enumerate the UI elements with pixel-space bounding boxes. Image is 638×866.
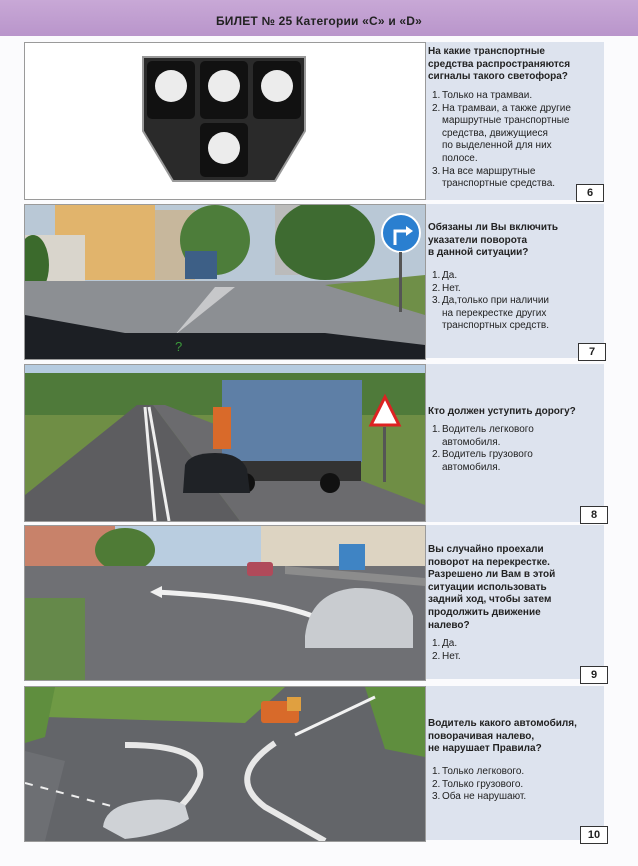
dashboard-mark: ? xyxy=(175,339,183,354)
question-text-6: На какие транспортные средства распространяются сигналы такого светофора? xyxy=(428,46,571,83)
question-number-7: 7 xyxy=(578,343,606,361)
answer-option[interactable]: 2. Нет. xyxy=(432,282,461,294)
road-scene-10 xyxy=(24,686,426,842)
road-scene-7 xyxy=(24,204,426,360)
answer-options-9 xyxy=(432,638,600,663)
question-number-8: 8 xyxy=(580,506,608,524)
question-block-10 xyxy=(24,686,604,844)
question-text-7: Обязаны ли Вы включить указатели поворота в данной ситуации? xyxy=(428,222,559,259)
question-number-10: 10 xyxy=(580,826,608,844)
answer-option[interactable]: 1. Только легкового. xyxy=(432,766,525,777)
road-scene-8 xyxy=(24,364,426,522)
answer-option[interactable]: 1. Водитель легкового автомобиля. xyxy=(432,424,534,448)
ticket-title: БИЛЕТ № 25 Категории «С» и «D» xyxy=(215,14,423,28)
answer-option[interactable]: 1. Да. xyxy=(432,270,458,281)
page-header xyxy=(0,0,638,36)
answer-options-6 xyxy=(432,90,600,191)
answer-option[interactable]: 1. Да. xyxy=(432,638,458,649)
answer-options-10 xyxy=(432,766,600,804)
answer-options-8 xyxy=(432,424,600,474)
question-text-9: Вы случайно проехали поворот на перекрестке. Разрешено ли Вам в этой ситуации использовать задний ход, чтобы затем продолжить движение налево? xyxy=(428,544,556,631)
answer-options-7 xyxy=(432,270,600,333)
answer-option[interactable]: 3. Да,только при наличии на перекрестке других транспортных средств. xyxy=(432,295,550,332)
answer-option[interactable]: 2. На трамваи, а также другие маршрутные транспортные средства, движущиеся по выделенной для них полосе. xyxy=(432,102,571,164)
traffic-light-illustration xyxy=(24,42,426,200)
answer-option[interactable]: 2. Нет. xyxy=(432,650,461,662)
answer-option[interactable]: 3. Оба не нарушают. xyxy=(432,791,527,803)
question-number-9: 9 xyxy=(580,666,608,684)
road-scene-9 xyxy=(24,525,426,681)
question-text-8: Кто должен уступить дорогу? xyxy=(428,406,576,417)
answer-option[interactable]: 2. Только грузового. xyxy=(432,778,524,790)
question-number-6: 6 xyxy=(576,184,604,202)
question-text-10: Водитель какого автомобиля, поворачивая налево, не нарушает Правила? xyxy=(428,718,577,755)
answer-option[interactable]: 3. На все маршрутные транспортные средства. xyxy=(432,165,556,190)
answer-option[interactable]: 1. Только на трамваи. xyxy=(432,90,533,101)
answer-option[interactable]: 2. Водитель грузового автомобиля. xyxy=(432,449,533,473)
